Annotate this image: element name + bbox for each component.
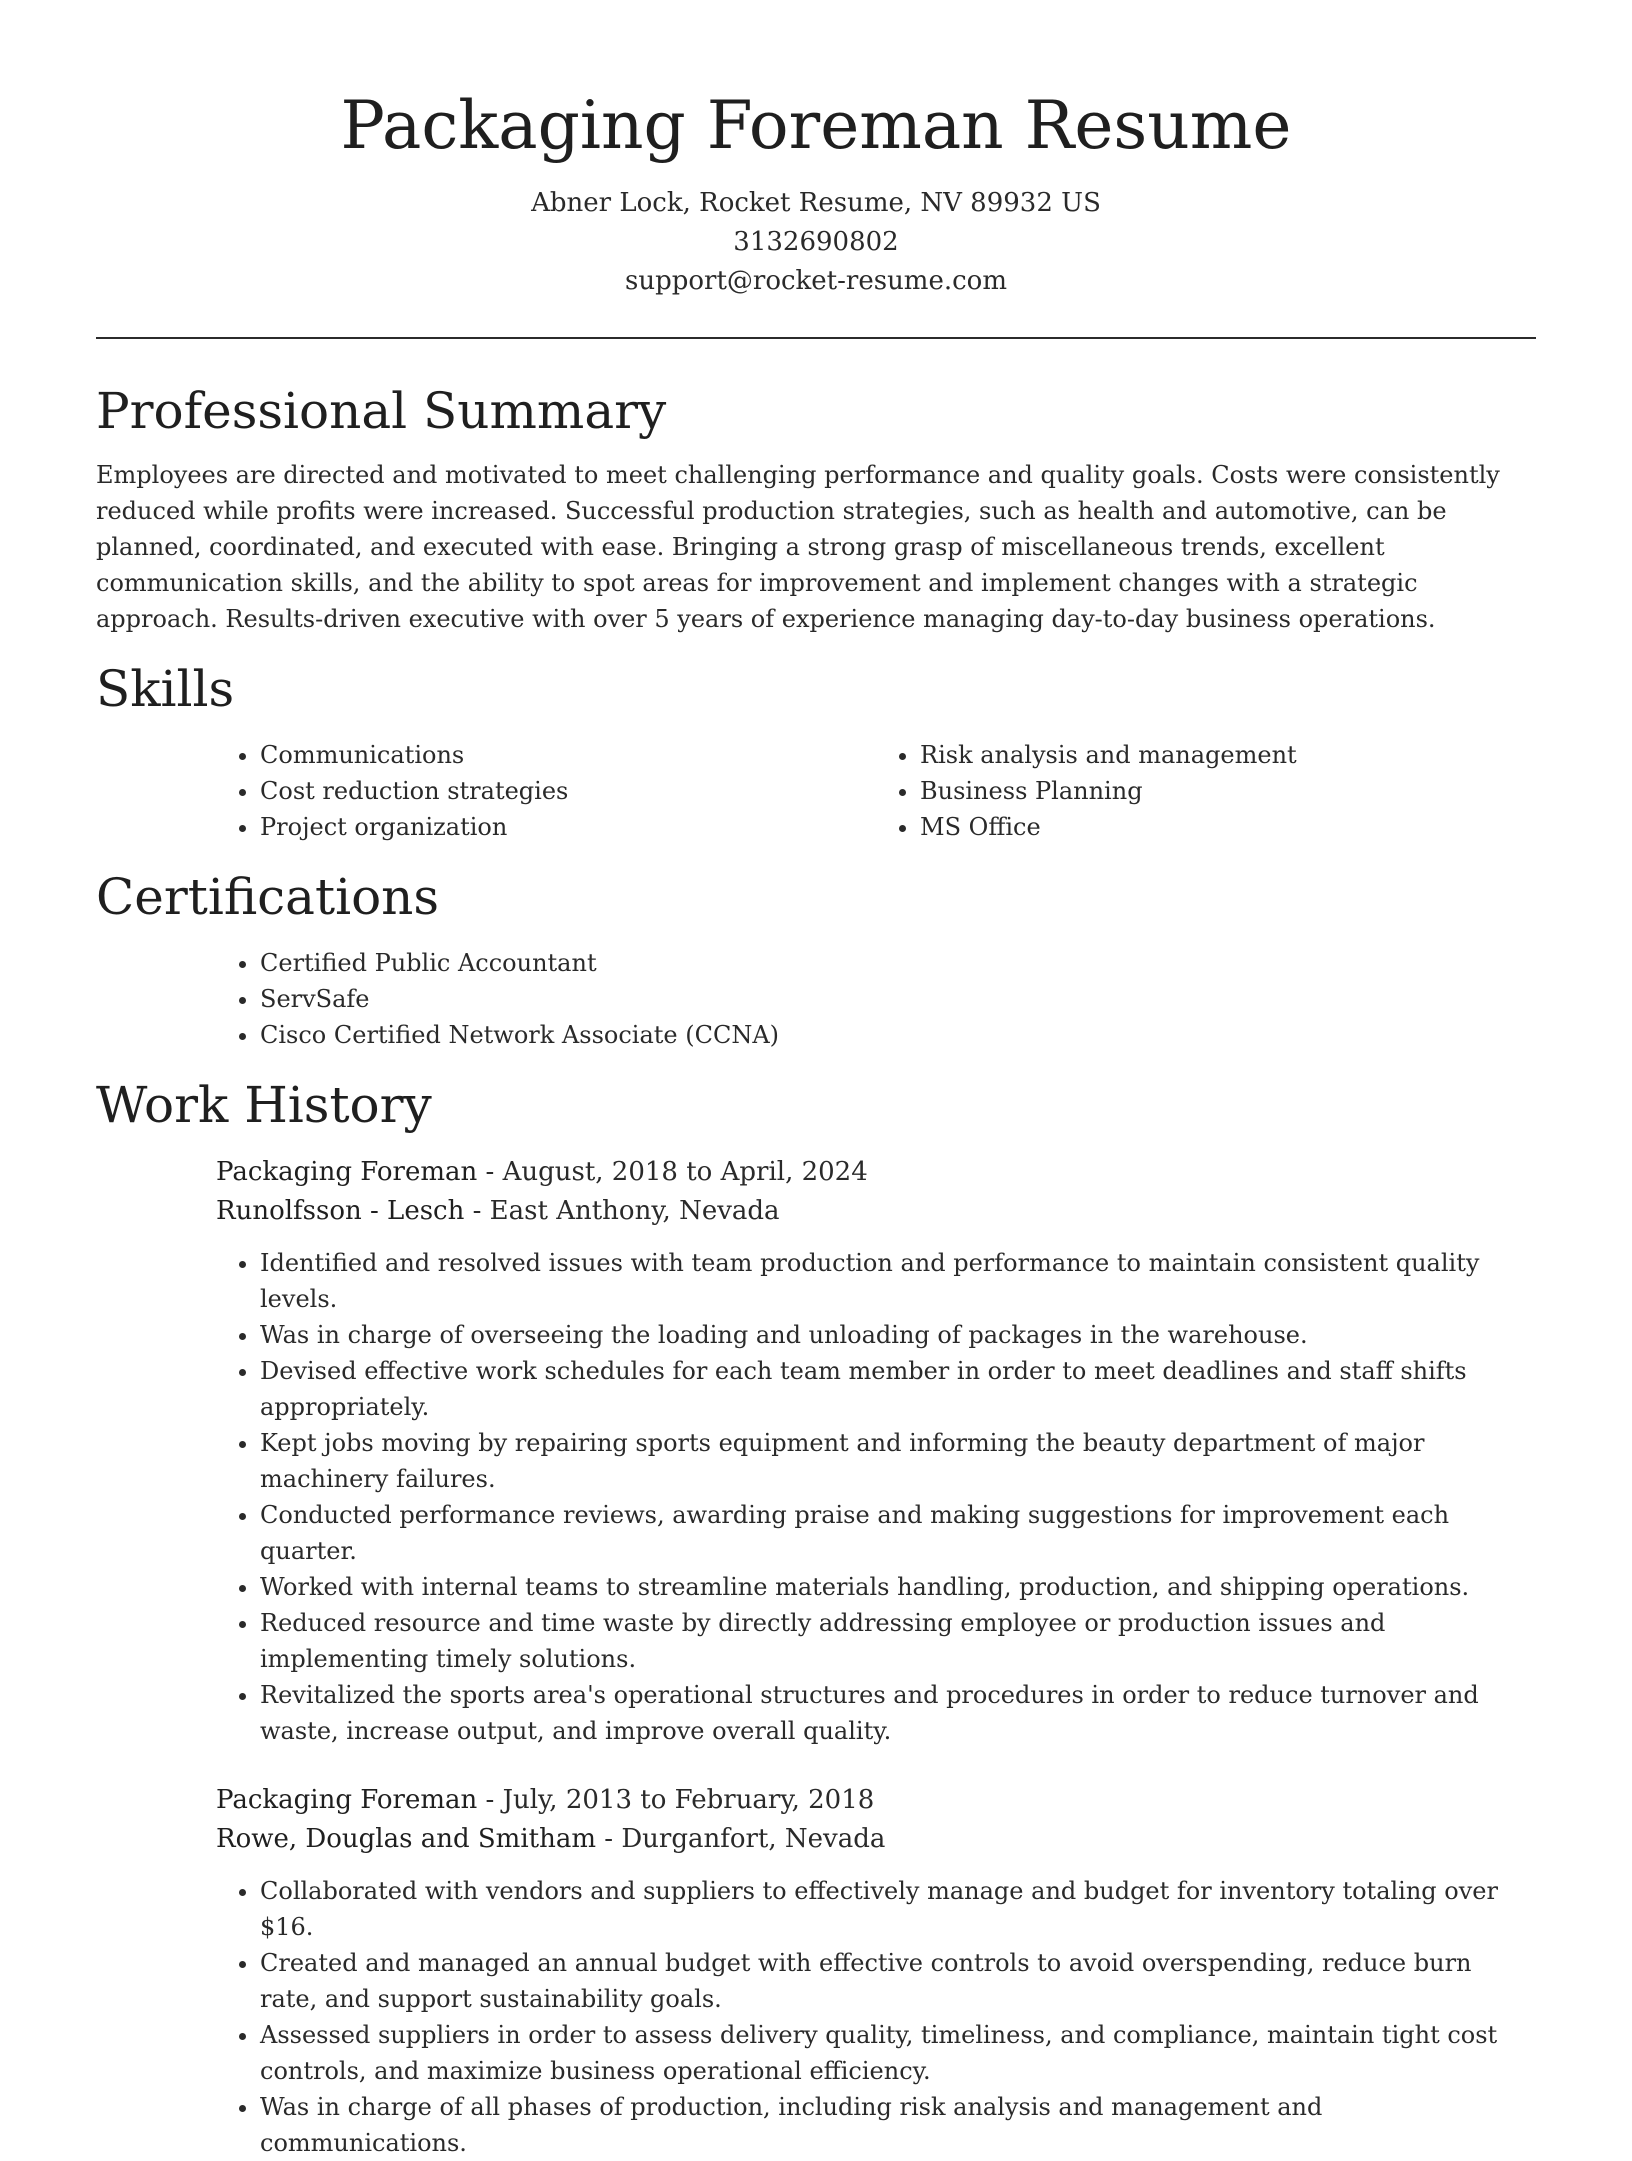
job-bullet: • Was in charge of all phases of production, including risk analysis and management and communications. bbox=[260, 2089, 1536, 2161]
job-bullets bbox=[216, 1873, 1536, 2161]
summary-heading: Professional Summary bbox=[96, 382, 667, 440]
skill-item: • Cost reduction strategies bbox=[260, 773, 876, 809]
skills-column-left bbox=[216, 737, 876, 845]
job-bullet: • Revitalized the sports area's operational structures and procedures in order to reduce turnover and waste, increase output, and improve overall quality. bbox=[260, 1677, 1536, 1749]
job-location: - Durganfort, Nevada bbox=[596, 1824, 886, 1854]
contact-address: Abner Lock, Rocket Resume, NV 89932 US bbox=[531, 188, 1101, 218]
certifications-heading: Certifications bbox=[96, 868, 440, 926]
contact-phone: 3132690802 bbox=[733, 227, 899, 257]
certification-item: • ServSafe bbox=[260, 981, 1536, 1017]
job-company-line bbox=[216, 1192, 1536, 1231]
job-company: Rowe, Douglas and Smitham bbox=[216, 1824, 596, 1854]
job-bullet: • Identified and resolved issues with team production and performance to maintain consistent quality levels. bbox=[260, 1245, 1536, 1317]
skill-item: • Communications bbox=[260, 737, 876, 773]
header-divider bbox=[96, 337, 1536, 339]
job-title-line bbox=[216, 1781, 1536, 1820]
summary-text: Employees are directed and motivated to meet challenging performance and quality goals. Costs were consistently reduced while profits were increased. Successful production strategies, such as health and automotive, can be planned, coordinated, and executed with ease. Bringing a strong grasp of miscellaneous trends, excellent communication skills, and the ability to spot areas for improvement and implement changes with a strategic approach. Results-driven executive with over 5 years of experience managing day-to-day business operations. bbox=[96, 461, 1500, 633]
job-bullet: • Collaborated with vendors and suppliers to effectively manage and budget for inventory totaling over $16. bbox=[260, 1873, 1536, 1945]
job-bullet: • Kept jobs moving by repairing sports equipment and informing the beauty department of major machinery failures. bbox=[260, 1425, 1536, 1497]
job-company: Runolfsson - Lesch bbox=[216, 1196, 465, 1226]
skill-item: • Project organization bbox=[260, 809, 876, 845]
job-dates: - August, 2018 to April, 2024 bbox=[477, 1157, 868, 1187]
job-bullet: • Assessed suppliers in order to assess delivery quality, timeliness, and compliance, maintain tight cost controls, and maximize business operational efficiency. bbox=[260, 2017, 1536, 2089]
skill-item: • MS Office bbox=[920, 809, 1536, 845]
job-title-line bbox=[216, 1153, 1536, 1192]
skills-list bbox=[216, 737, 1536, 845]
work-history-heading: Work History bbox=[96, 1076, 432, 1134]
skill-item: • Business Planning bbox=[920, 773, 1536, 809]
job-bullet: • Devised effective work schedules for each team member in order to meet deadlines and staff shifts appropriately. bbox=[260, 1353, 1536, 1425]
job-location: - East Anthony, Nevada bbox=[464, 1196, 780, 1226]
job-bullet: • Worked with internal teams to streamline materials handling, production, and shipping operations. bbox=[260, 1569, 1536, 1605]
job-bullet: • Conducted performance reviews, awarding praise and making suggestions for improvement each quarter. bbox=[260, 1497, 1536, 1569]
job-bullets bbox=[216, 1245, 1536, 1749]
resume-title: Packaging Foreman Resume bbox=[340, 87, 1292, 164]
job-entry bbox=[96, 1781, 1536, 2161]
job-bullet: • Was in charge of overseeing the loading and unloading of packages in the warehouse. bbox=[260, 1317, 1536, 1353]
skills-heading: Skills bbox=[96, 660, 235, 718]
skill-item: • Risk analysis and management bbox=[920, 737, 1536, 773]
job-title: Packaging Foreman bbox=[216, 1157, 478, 1187]
certification-item: • Cisco Certified Network Associate (CCNA) bbox=[260, 1017, 1536, 1053]
skills-column-right bbox=[876, 737, 1536, 845]
certifications-list bbox=[216, 945, 1536, 1053]
contact-block bbox=[96, 184, 1536, 301]
job-entry bbox=[96, 1153, 1536, 1749]
certification-item: • Certified Public Accountant bbox=[260, 945, 1536, 981]
job-title: Packaging Foreman bbox=[216, 1785, 478, 1815]
resume-page bbox=[96, 0, 1536, 2161]
job-dates: - July, 2013 to February, 2018 bbox=[477, 1785, 875, 1815]
job-bullet: • Reduced resource and time waste by directly addressing employee or production issues and implementing timely solutions. bbox=[260, 1605, 1536, 1677]
job-company-line bbox=[216, 1820, 1536, 1859]
contact-email: support@rocket-resume.com bbox=[624, 266, 1007, 296]
job-bullet: • Created and managed an annual budget with effective controls to avoid overspending, reduce burn rate, and support sustainability goals. bbox=[260, 1945, 1536, 2017]
